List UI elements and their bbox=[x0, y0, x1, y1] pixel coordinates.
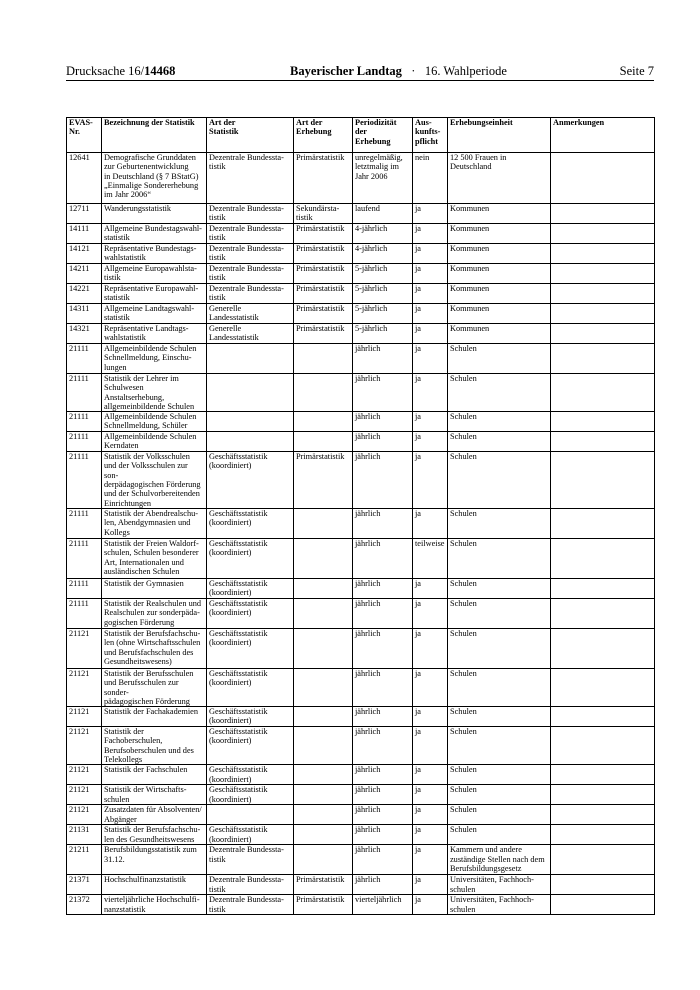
cell-anmerkungen bbox=[551, 895, 655, 915]
cell-periodizitaet: jährlich bbox=[353, 785, 413, 805]
cell-art-der-statistik: Geschäftsstatistik (koordiniert) bbox=[207, 765, 294, 785]
cell-auskunftspflicht: ja bbox=[413, 895, 448, 915]
cell-evas-nr: 21111 bbox=[67, 538, 102, 578]
cell-evas-nr: 21121 bbox=[67, 668, 102, 706]
cell-auskunftspflicht: ja bbox=[413, 578, 448, 598]
cell-anmerkungen bbox=[551, 204, 655, 224]
table-row bbox=[67, 727, 655, 765]
cell-periodizitaet: jährlich bbox=[353, 727, 413, 765]
cell-evas-nr: 14311 bbox=[67, 304, 102, 324]
cell-anmerkungen bbox=[551, 412, 655, 432]
cell-erhebungseinheit: Kommunen bbox=[448, 304, 551, 324]
cell-erhebungseinheit: Schulen bbox=[448, 765, 551, 785]
cell-anmerkungen bbox=[551, 153, 655, 204]
cell-art-der-statistik: Dezentrale Bundessta- tistik bbox=[207, 284, 294, 304]
cell-bezeichnung: Berufsbildungsstatistik zum 31.12. bbox=[102, 845, 207, 875]
cell-periodizitaet: jährlich bbox=[353, 578, 413, 598]
column-header-auskunftspflicht: Aus- kunfts- pflicht bbox=[413, 118, 448, 153]
cell-bezeichnung: Repräsentative Bundestags- wahlstatistik bbox=[102, 244, 207, 264]
cell-anmerkungen bbox=[551, 284, 655, 304]
cell-auskunftspflicht: ja bbox=[413, 875, 448, 895]
cell-art-der-erhebung: Sekundärsta- tistik bbox=[294, 204, 353, 224]
header-rule bbox=[66, 80, 654, 81]
cell-anmerkungen bbox=[551, 324, 655, 344]
cell-evas-nr: 21121 bbox=[67, 785, 102, 805]
cell-art-der-statistik bbox=[207, 432, 294, 452]
cell-anmerkungen bbox=[551, 707, 655, 727]
cell-art-der-statistik: Geschäftsstatistik (koordiniert) bbox=[207, 785, 294, 805]
cell-anmerkungen bbox=[551, 825, 655, 845]
cell-auskunftspflicht: ja bbox=[413, 344, 448, 374]
cell-anmerkungen bbox=[551, 765, 655, 785]
cell-art-der-erhebung bbox=[294, 412, 353, 432]
cell-auskunftspflicht: ja bbox=[413, 204, 448, 224]
cell-erhebungseinheit: Schulen bbox=[448, 344, 551, 374]
page-number: Seite 7 bbox=[619, 64, 654, 78]
cell-anmerkungen bbox=[551, 598, 655, 628]
cell-periodizitaet: jährlich bbox=[353, 374, 413, 412]
cell-art-der-statistik: Dezentrale Bundessta- tistik bbox=[207, 153, 294, 204]
table-row bbox=[67, 598, 655, 628]
cell-art-der-erhebung bbox=[294, 598, 353, 628]
cell-bezeichnung: Allgemeinbildende Schulen Schnellmeldung, Schüler bbox=[102, 412, 207, 432]
cell-art-der-erhebung bbox=[294, 825, 353, 845]
cell-art-der-statistik: Generelle Landesstatistik bbox=[207, 304, 294, 324]
cell-auskunftspflicht: ja bbox=[413, 628, 448, 668]
cell-anmerkungen bbox=[551, 508, 655, 538]
cell-anmerkungen bbox=[551, 432, 655, 452]
document-number bbox=[66, 64, 175, 79]
cell-periodizitaet: jährlich bbox=[353, 845, 413, 875]
table-row bbox=[67, 344, 655, 374]
cell-bezeichnung: Allgemeinbildende Schulen Kerndaten bbox=[102, 432, 207, 452]
cell-art-der-erhebung bbox=[294, 374, 353, 412]
header-separator: · bbox=[411, 64, 416, 78]
doc-number: 14468 bbox=[144, 64, 176, 78]
table-row bbox=[67, 765, 655, 785]
cell-bezeichnung: Statistik der Realschulen und Realschulen zur sonderpäda- gogischen Förderung bbox=[102, 598, 207, 628]
cell-art-der-statistik: Dezentrale Bundessta- tistik bbox=[207, 895, 294, 915]
cell-anmerkungen bbox=[551, 304, 655, 324]
table-row bbox=[67, 432, 655, 452]
cell-art-der-statistik: Dezentrale Bundessta- tistik bbox=[207, 224, 294, 244]
cell-periodizitaet: jährlich bbox=[353, 412, 413, 432]
cell-evas-nr: 21121 bbox=[67, 727, 102, 765]
cell-art-der-erhebung bbox=[294, 845, 353, 875]
cell-art-der-erhebung bbox=[294, 578, 353, 598]
table-row bbox=[67, 895, 655, 915]
cell-evas-nr: 14221 bbox=[67, 284, 102, 304]
cell-auskunftspflicht: ja bbox=[413, 432, 448, 452]
cell-erhebungseinheit: Kommunen bbox=[448, 264, 551, 284]
cell-bezeichnung: Allgemeine Europawahlsta- tistik bbox=[102, 264, 207, 284]
cell-auskunftspflicht: ja bbox=[413, 244, 448, 264]
doc-prefix: Drucksache 16/ bbox=[66, 64, 145, 78]
cell-periodizitaet: jährlich bbox=[353, 875, 413, 895]
cell-art-der-erhebung bbox=[294, 707, 353, 727]
cell-evas-nr: 21111 bbox=[67, 344, 102, 374]
cell-art-der-erhebung: Primärstatistik bbox=[294, 153, 353, 204]
cell-evas-nr: 21121 bbox=[67, 628, 102, 668]
cell-auskunftspflicht: ja bbox=[413, 668, 448, 706]
cell-periodizitaet: vierteljährlich bbox=[353, 895, 413, 915]
cell-art-der-erhebung: Primärstatistik bbox=[294, 895, 353, 915]
table-row bbox=[67, 224, 655, 244]
cell-auskunftspflicht: ja bbox=[413, 304, 448, 324]
cell-periodizitaet: jährlich bbox=[353, 668, 413, 706]
cell-bezeichnung: Statistik der Gymnasien bbox=[102, 578, 207, 598]
column-header-anmerkungen: Anmerkungen bbox=[551, 118, 655, 153]
cell-evas-nr: 21121 bbox=[67, 805, 102, 825]
cell-erhebungseinheit: Kommunen bbox=[448, 244, 551, 264]
cell-anmerkungen bbox=[551, 244, 655, 264]
cell-auskunftspflicht: ja bbox=[413, 508, 448, 538]
cell-erhebungseinheit: Universitäten, Fachhoch- schulen bbox=[448, 895, 551, 915]
table-row bbox=[67, 825, 655, 845]
cell-art-der-statistik: Dezentrale Bundessta- tistik bbox=[207, 244, 294, 264]
cell-evas-nr: 21111 bbox=[67, 412, 102, 432]
cell-art-der-erhebung: Primärstatistik bbox=[294, 324, 353, 344]
cell-evas-nr: 21111 bbox=[67, 432, 102, 452]
cell-bezeichnung: Statistik der Volksschulen und der Volksschulen zur son- derpädagogischen Förderung und der Schulvorbereitenden Einrichtungen bbox=[102, 452, 207, 509]
table-row bbox=[67, 153, 655, 204]
table-row bbox=[67, 244, 655, 264]
cell-evas-nr: 21211 bbox=[67, 845, 102, 875]
cell-anmerkungen bbox=[551, 628, 655, 668]
table-row bbox=[67, 578, 655, 598]
cell-art-der-erhebung: Primärstatistik bbox=[294, 304, 353, 324]
cell-art-der-statistik bbox=[207, 344, 294, 374]
cell-art-der-erhebung bbox=[294, 765, 353, 785]
cell-bezeichnung: Repräsentative Europawahl- statistik bbox=[102, 284, 207, 304]
cell-art-der-statistik: Geschäftsstatistik (koordiniert) bbox=[207, 825, 294, 845]
cell-erhebungseinheit: Schulen bbox=[448, 578, 551, 598]
cell-art-der-erhebung: Primärstatistik bbox=[294, 875, 353, 895]
cell-art-der-statistik: Dezentrale Bundessta- tistik bbox=[207, 204, 294, 224]
cell-evas-nr: 12711 bbox=[67, 204, 102, 224]
cell-art-der-erhebung: Primärstatistik bbox=[294, 284, 353, 304]
cell-erhebungseinheit: Kommunen bbox=[448, 204, 551, 224]
table-row bbox=[67, 845, 655, 875]
cell-bezeichnung: Statistik der Berufsfachschu- len (ohne Wirtschaftsschulen und Berufsfachschulen des Gesundheitswesens) bbox=[102, 628, 207, 668]
cell-erhebungseinheit: Schulen bbox=[448, 805, 551, 825]
cell-art-der-statistik: Geschäftsstatistik (koordiniert) bbox=[207, 508, 294, 538]
cell-evas-nr: 21111 bbox=[67, 508, 102, 538]
table-row bbox=[67, 264, 655, 284]
table-row bbox=[67, 204, 655, 224]
statistics-table bbox=[66, 117, 655, 915]
cell-bezeichnung: Statistik der Fachschulen bbox=[102, 765, 207, 785]
table-row bbox=[67, 304, 655, 324]
cell-anmerkungen bbox=[551, 264, 655, 284]
cell-periodizitaet: 5-jährlich bbox=[353, 264, 413, 284]
cell-periodizitaet: 5-jährlich bbox=[353, 304, 413, 324]
cell-auskunftspflicht: ja bbox=[413, 264, 448, 284]
cell-auskunftspflicht: ja bbox=[413, 825, 448, 845]
cell-periodizitaet: jährlich bbox=[353, 344, 413, 374]
cell-periodizitaet: jährlich bbox=[353, 765, 413, 785]
cell-erhebungseinheit: Schulen bbox=[448, 785, 551, 805]
cell-bezeichnung: Allgemeine Bundestagswahl- statistik bbox=[102, 224, 207, 244]
cell-erhebungseinheit: 12 500 Frauen in Deutschland bbox=[448, 153, 551, 204]
cell-art-der-statistik bbox=[207, 805, 294, 825]
cell-periodizitaet: jährlich bbox=[353, 598, 413, 628]
cell-evas-nr: 21131 bbox=[67, 825, 102, 845]
cell-bezeichnung: Zusatzdaten für Absolventen/ Abgänger bbox=[102, 805, 207, 825]
cell-bezeichnung: vierteljährliche Hochschulfi- nanzstatistik bbox=[102, 895, 207, 915]
cell-erhebungseinheit: Kommunen bbox=[448, 324, 551, 344]
cell-art-der-statistik: Geschäftsstatistik (koordiniert) bbox=[207, 707, 294, 727]
publisher-line bbox=[290, 64, 507, 79]
cell-auskunftspflicht: ja bbox=[413, 412, 448, 432]
cell-anmerkungen bbox=[551, 374, 655, 412]
cell-bezeichnung: Statistik der Berufsschulen und Berufsschulen zur sonder- pädagogischen Förderung bbox=[102, 668, 207, 706]
cell-bezeichnung: Wanderungsstatistik bbox=[102, 204, 207, 224]
cell-auskunftspflicht: ja bbox=[413, 374, 448, 412]
cell-art-der-erhebung: Primärstatistik bbox=[294, 452, 353, 509]
cell-periodizitaet: unregelmäßig, letztmalig im Jahr 2006 bbox=[353, 153, 413, 204]
cell-bezeichnung: Statistik der Wirtschafts- schulen bbox=[102, 785, 207, 805]
cell-art-der-erhebung bbox=[294, 727, 353, 765]
cell-erhebungseinheit: Schulen bbox=[448, 628, 551, 668]
cell-art-der-erhebung bbox=[294, 668, 353, 706]
column-header-art-der-erhebung: Art der Erhebung bbox=[294, 118, 353, 153]
table-row bbox=[67, 284, 655, 304]
cell-art-der-statistik: Geschäftsstatistik (koordiniert) bbox=[207, 598, 294, 628]
table-row bbox=[67, 374, 655, 412]
cell-bezeichnung: Hochschulfinanzstatistik bbox=[102, 875, 207, 895]
cell-periodizitaet: 5-jährlich bbox=[353, 284, 413, 304]
cell-art-der-statistik bbox=[207, 412, 294, 432]
cell-erhebungseinheit: Schulen bbox=[448, 432, 551, 452]
cell-art-der-statistik: Geschäftsstatistik (koordiniert) bbox=[207, 452, 294, 509]
cell-evas-nr: 21111 bbox=[67, 374, 102, 412]
cell-periodizitaet: jährlich bbox=[353, 432, 413, 452]
cell-art-der-erhebung bbox=[294, 785, 353, 805]
cell-anmerkungen bbox=[551, 805, 655, 825]
cell-bezeichnung: Statistik der Lehrer im Schulwesen Anstaltserhebung, allgemeinbildende Schulen bbox=[102, 374, 207, 412]
cell-anmerkungen bbox=[551, 785, 655, 805]
column-header-evas-nr: EVAS-Nr. bbox=[67, 118, 102, 153]
table-row bbox=[67, 785, 655, 805]
cell-periodizitaet: 4-jährlich bbox=[353, 244, 413, 264]
cell-periodizitaet: jährlich bbox=[353, 825, 413, 845]
table-header-row bbox=[67, 118, 655, 153]
cell-auskunftspflicht: ja bbox=[413, 805, 448, 825]
cell-evas-nr: 21372 bbox=[67, 895, 102, 915]
cell-evas-nr: 14121 bbox=[67, 244, 102, 264]
cell-erhebungseinheit: Schulen bbox=[448, 598, 551, 628]
cell-art-der-statistik: Geschäftsstatistik (koordiniert) bbox=[207, 727, 294, 765]
cell-erhebungseinheit: Universitäten, Fachhoch- schulen bbox=[448, 875, 551, 895]
cell-bezeichnung: Repräsentative Landtags- wahlstatistik bbox=[102, 324, 207, 344]
cell-erhebungseinheit: Schulen bbox=[448, 727, 551, 765]
cell-auskunftspflicht: teilweise bbox=[413, 538, 448, 578]
publisher: Bayerischer Landtag bbox=[290, 64, 402, 78]
table-row bbox=[67, 538, 655, 578]
cell-auskunftspflicht: ja bbox=[413, 284, 448, 304]
cell-bezeichnung: Statistik der Abendrealschu- len, Abendgymnasien und Kollegs bbox=[102, 508, 207, 538]
cell-erhebungseinheit: Schulen bbox=[448, 825, 551, 845]
cell-bezeichnung: Statistik der Fachoberschulen, Berufsoberschulen und des Telekollegs bbox=[102, 727, 207, 765]
cell-auskunftspflicht: ja bbox=[413, 845, 448, 875]
cell-anmerkungen bbox=[551, 875, 655, 895]
cell-periodizitaet: jährlich bbox=[353, 538, 413, 578]
cell-art-der-erhebung bbox=[294, 805, 353, 825]
cell-bezeichnung: Statistik der Berufsfachschu- len des Gesundheitswesens bbox=[102, 825, 207, 845]
cell-erhebungseinheit: Kommunen bbox=[448, 284, 551, 304]
cell-periodizitaet: jährlich bbox=[353, 452, 413, 509]
cell-bezeichnung: Statistik der Freien Waldorf- schulen, Schulen besonderer Art, Internationalen und ausländischen Schulen bbox=[102, 538, 207, 578]
cell-auskunftspflicht: ja bbox=[413, 452, 448, 509]
cell-auskunftspflicht: nein bbox=[413, 153, 448, 204]
cell-anmerkungen bbox=[551, 452, 655, 509]
cell-art-der-statistik bbox=[207, 374, 294, 412]
cell-erhebungseinheit: Schulen bbox=[448, 508, 551, 538]
cell-auskunftspflicht: ja bbox=[413, 707, 448, 727]
cell-auskunftspflicht: ja bbox=[413, 727, 448, 765]
cell-anmerkungen bbox=[551, 538, 655, 578]
cell-evas-nr: 21121 bbox=[67, 765, 102, 785]
cell-erhebungseinheit: Schulen bbox=[448, 412, 551, 432]
table-body bbox=[67, 153, 655, 915]
cell-bezeichnung: Allgemeine Landtagswahl- statistik bbox=[102, 304, 207, 324]
cell-art-der-statistik: Geschäftsstatistik (koordiniert) bbox=[207, 578, 294, 598]
cell-bezeichnung: Demografische Grunddaten zur Geburtenentwicklung in Deutschland (§ 7 BStatG) „Einmalige Sondererhebung im Jahr 2006“ bbox=[102, 153, 207, 204]
cell-art-der-statistik: Dezentrale Bundessta- tistik bbox=[207, 264, 294, 284]
cell-art-der-statistik: Dezentrale Bundessta- tistik bbox=[207, 875, 294, 895]
cell-anmerkungen bbox=[551, 845, 655, 875]
column-header-periodizitaet: Periodizität der Erhebung bbox=[353, 118, 413, 153]
cell-art-der-erhebung bbox=[294, 538, 353, 578]
cell-evas-nr: 21371 bbox=[67, 875, 102, 895]
cell-bezeichnung: Allgemeinbildende Schulen Schnellmeldung, Einschu- lungen bbox=[102, 344, 207, 374]
table-row bbox=[67, 508, 655, 538]
cell-evas-nr: 21111 bbox=[67, 598, 102, 628]
cell-art-der-erhebung bbox=[294, 344, 353, 374]
cell-art-der-erhebung: Primärstatistik bbox=[294, 244, 353, 264]
cell-erhebungseinheit: Schulen bbox=[448, 668, 551, 706]
page-header bbox=[66, 64, 654, 80]
cell-periodizitaet: 4-jährlich bbox=[353, 224, 413, 244]
table-row bbox=[67, 668, 655, 706]
cell-anmerkungen bbox=[551, 344, 655, 374]
cell-art-der-erhebung bbox=[294, 508, 353, 538]
cell-anmerkungen bbox=[551, 668, 655, 706]
cell-evas-nr: 14211 bbox=[67, 264, 102, 284]
cell-evas-nr: 12641 bbox=[67, 153, 102, 204]
cell-erhebungseinheit: Schulen bbox=[448, 538, 551, 578]
legislative-period: 16. Wahlperiode bbox=[424, 64, 507, 78]
cell-evas-nr: 14111 bbox=[67, 224, 102, 244]
cell-anmerkungen bbox=[551, 727, 655, 765]
cell-auskunftspflicht: ja bbox=[413, 598, 448, 628]
cell-art-der-statistik: Geschäftsstatistik (koordiniert) bbox=[207, 538, 294, 578]
cell-art-der-erhebung bbox=[294, 628, 353, 668]
cell-periodizitaet: jährlich bbox=[353, 628, 413, 668]
cell-evas-nr: 21111 bbox=[67, 578, 102, 598]
table-row bbox=[67, 628, 655, 668]
table-row bbox=[67, 875, 655, 895]
cell-anmerkungen bbox=[551, 224, 655, 244]
cell-art-der-erhebung bbox=[294, 432, 353, 452]
cell-periodizitaet: 5-jährlich bbox=[353, 324, 413, 344]
cell-auskunftspflicht: ja bbox=[413, 765, 448, 785]
cell-periodizitaet: jährlich bbox=[353, 805, 413, 825]
cell-erhebungseinheit: Schulen bbox=[448, 452, 551, 509]
table-row bbox=[67, 452, 655, 509]
cell-erhebungseinheit: Schulen bbox=[448, 374, 551, 412]
cell-erhebungseinheit: Schulen bbox=[448, 707, 551, 727]
cell-art-der-erhebung: Primärstatistik bbox=[294, 224, 353, 244]
cell-art-der-statistik: Dezentrale Bundessta- tistik bbox=[207, 845, 294, 875]
cell-evas-nr: 14321 bbox=[67, 324, 102, 344]
cell-anmerkungen bbox=[551, 578, 655, 598]
cell-art-der-statistik: Geschäftsstatistik (koordiniert) bbox=[207, 628, 294, 668]
table-row bbox=[67, 412, 655, 432]
cell-evas-nr: 21111 bbox=[67, 452, 102, 509]
cell-auskunftspflicht: ja bbox=[413, 785, 448, 805]
cell-erhebungseinheit: Kommunen bbox=[448, 224, 551, 244]
cell-evas-nr: 21121 bbox=[67, 707, 102, 727]
cell-periodizitaet: laufend bbox=[353, 204, 413, 224]
cell-art-der-statistik: Geschäftsstatistik (koordiniert) bbox=[207, 668, 294, 706]
cell-auskunftspflicht: ja bbox=[413, 324, 448, 344]
cell-bezeichnung: Statistik der Fachakademien bbox=[102, 707, 207, 727]
cell-art-der-statistik: Generelle Landesstatistik bbox=[207, 324, 294, 344]
table-row bbox=[67, 707, 655, 727]
column-header-art-der-statistik: Art der Statistik bbox=[207, 118, 294, 153]
cell-erhebungseinheit: Kammern und andere zuständige Stellen nach dem Berufsbildungsgesetz bbox=[448, 845, 551, 875]
column-header-erhebungseinheit: Erhebungseinheit bbox=[448, 118, 551, 153]
cell-periodizitaet: jährlich bbox=[353, 508, 413, 538]
column-header-bezeichnung: Bezeichnung der Statistik bbox=[102, 118, 207, 153]
table-row bbox=[67, 324, 655, 344]
table-row bbox=[67, 805, 655, 825]
cell-art-der-erhebung: Primärstatistik bbox=[294, 264, 353, 284]
cell-periodizitaet: jährlich bbox=[353, 707, 413, 727]
cell-auskunftspflicht: ja bbox=[413, 224, 448, 244]
